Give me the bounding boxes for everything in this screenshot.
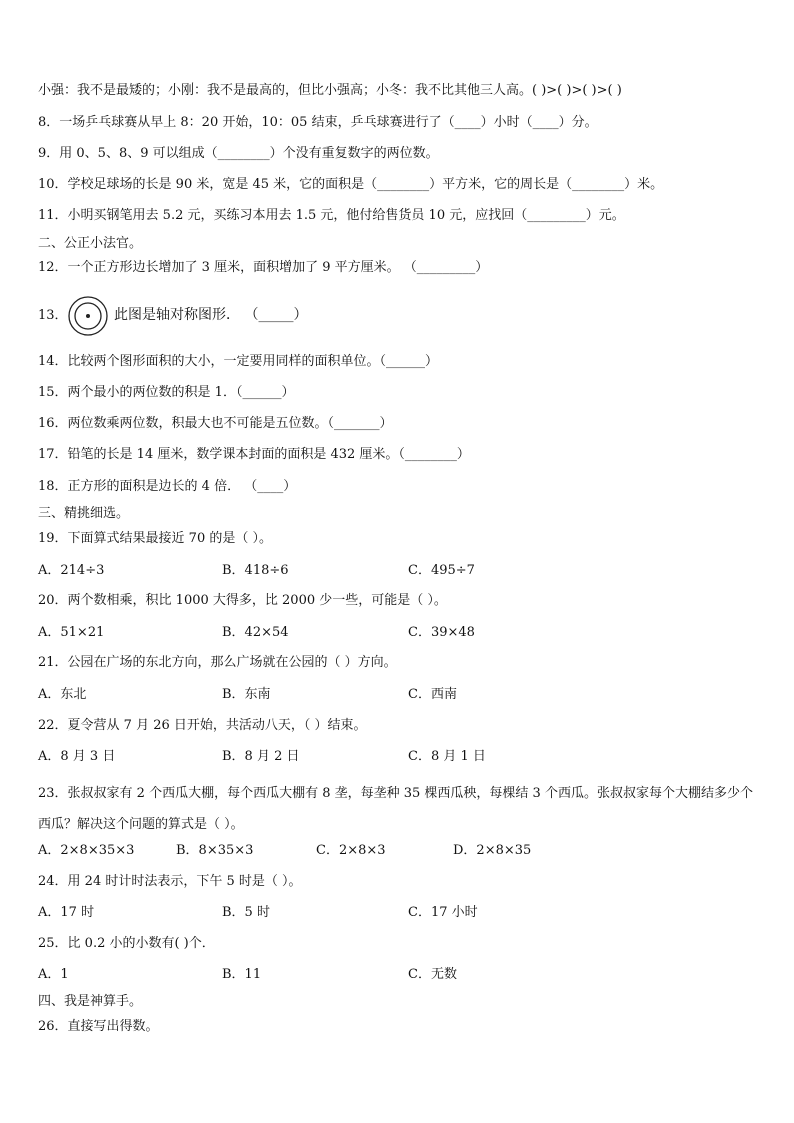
- option-d: D．2×8×35: [453, 843, 532, 858]
- option-b: B．418÷6: [222, 563, 289, 578]
- section-2-heading: 二、公正小法官。: [38, 236, 143, 251]
- question-22: 22．夏令营从 7 月 26 日开始，共活动八天，（ ）结束。: [38, 718, 367, 733]
- question-18: 18．正方形的面积是边长的 4 倍． （____）: [38, 479, 297, 494]
- option-b: B．11: [222, 967, 262, 982]
- question-20: 20．两个数相乘，积比 1000 大得多，比 2000 少一些，可能是（ ）。: [38, 593, 447, 608]
- question-24: 24．用 24 时计时法表示，下午 5 时是（ ）。: [38, 874, 302, 889]
- question-13: [38, 296, 758, 336]
- question-12: 12．一个正方形边长增加了 3 厘米，面积增加了 9 平方厘米。 （_________）: [38, 260, 489, 275]
- option-c: C．495÷7: [408, 563, 475, 578]
- section-4-heading: 四、我是神算手。: [38, 994, 143, 1009]
- option-c: C．17 小时: [408, 905, 478, 920]
- option-b: B．东南: [222, 687, 271, 702]
- option-c: C．8 月 1 日: [408, 749, 486, 764]
- question-13-number: 13．: [38, 308, 68, 323]
- section-3-heading: 三、精挑细选。: [38, 506, 130, 521]
- question-15: 15．两个最小的两位数的积是 1．（______）: [38, 385, 295, 400]
- option-a: A．2×8×35×3: [38, 843, 135, 858]
- question-21: 21．公园在广场的东北方向，那么广场就在公园的（ ）方向。: [38, 655, 397, 670]
- option-a: A．东北: [38, 687, 87, 702]
- option-c: C．39×48: [408, 625, 475, 640]
- concentric-circles-icon: [66, 296, 110, 336]
- option-b: B．8 月 2 日: [222, 749, 300, 764]
- option-b: B．5 时: [222, 905, 270, 920]
- option-b: B．42×54: [222, 625, 289, 640]
- question-11: 11．小明买钢笔用去 5.2 元，买练习本用去 1.5 元，他付给售货员 10 元，应找回（_________）元。: [38, 208, 625, 223]
- option-a: A．17 时: [38, 905, 95, 920]
- question-10: 10．学校足球场的长是 90 米，宽是 45 米，它的面积是（________）平方米，它的周长是（________）米。: [38, 177, 664, 192]
- question-8: 8．一场乒乓球赛从早上 8：20 开始，10：05 结束，乒乓球赛进行了（____）小时（____）分。: [38, 115, 598, 130]
- question-7-continued: 小强：我不是最矮的；小刚：我不是最高的，但比小强高；小冬：我不比其他三人高。( )>( )>( )>( ): [38, 83, 622, 98]
- question-13-text: 此图是轴对称图形． （_____）: [114, 307, 308, 323]
- question-25: 25．比 0.2 小的小数有( )个．: [38, 936, 215, 951]
- option-a: A．1: [38, 967, 69, 982]
- question-26: 26．直接写出得数。: [38, 1019, 159, 1034]
- option-a: A．51×21: [38, 625, 105, 640]
- option-a: A．8 月 3 日: [38, 749, 116, 764]
- question-9: 9．用 0、5、8、9 可以组成（________）个没有重复数字的两位数。: [38, 146, 439, 161]
- option-c: C．西南: [408, 687, 457, 702]
- option-c: C．2×8×3: [316, 843, 386, 858]
- option-a: A．214÷3: [38, 563, 105, 578]
- question-23: 23．张叔叔家有 2 个西瓜大棚，每个西瓜大棚有 8 垄，每垄种 35 棵西瓜秧，每棵结 3 个西瓜。张叔叔家每个大棚结多少个西瓜？解决这个问题的算式是（ ）。: [38, 786, 753, 832]
- question-17: 17．铅笔的长是 14 厘米，数学课本封面的面积是 432 厘米。（________）: [38, 447, 470, 462]
- option-b: B．8×35×3: [176, 843, 254, 858]
- option-c: C．无数: [408, 967, 457, 982]
- question-19: 19．下面算式结果最接近 70 的是（ ）。: [38, 531, 272, 546]
- question-16: 16．两位数乘两位数，积最大也不可能是五位数。（_______）: [38, 416, 393, 431]
- question-14: 14．比较两个图形面积的大小，一定要用同样的面积单位。（______）: [38, 354, 439, 369]
